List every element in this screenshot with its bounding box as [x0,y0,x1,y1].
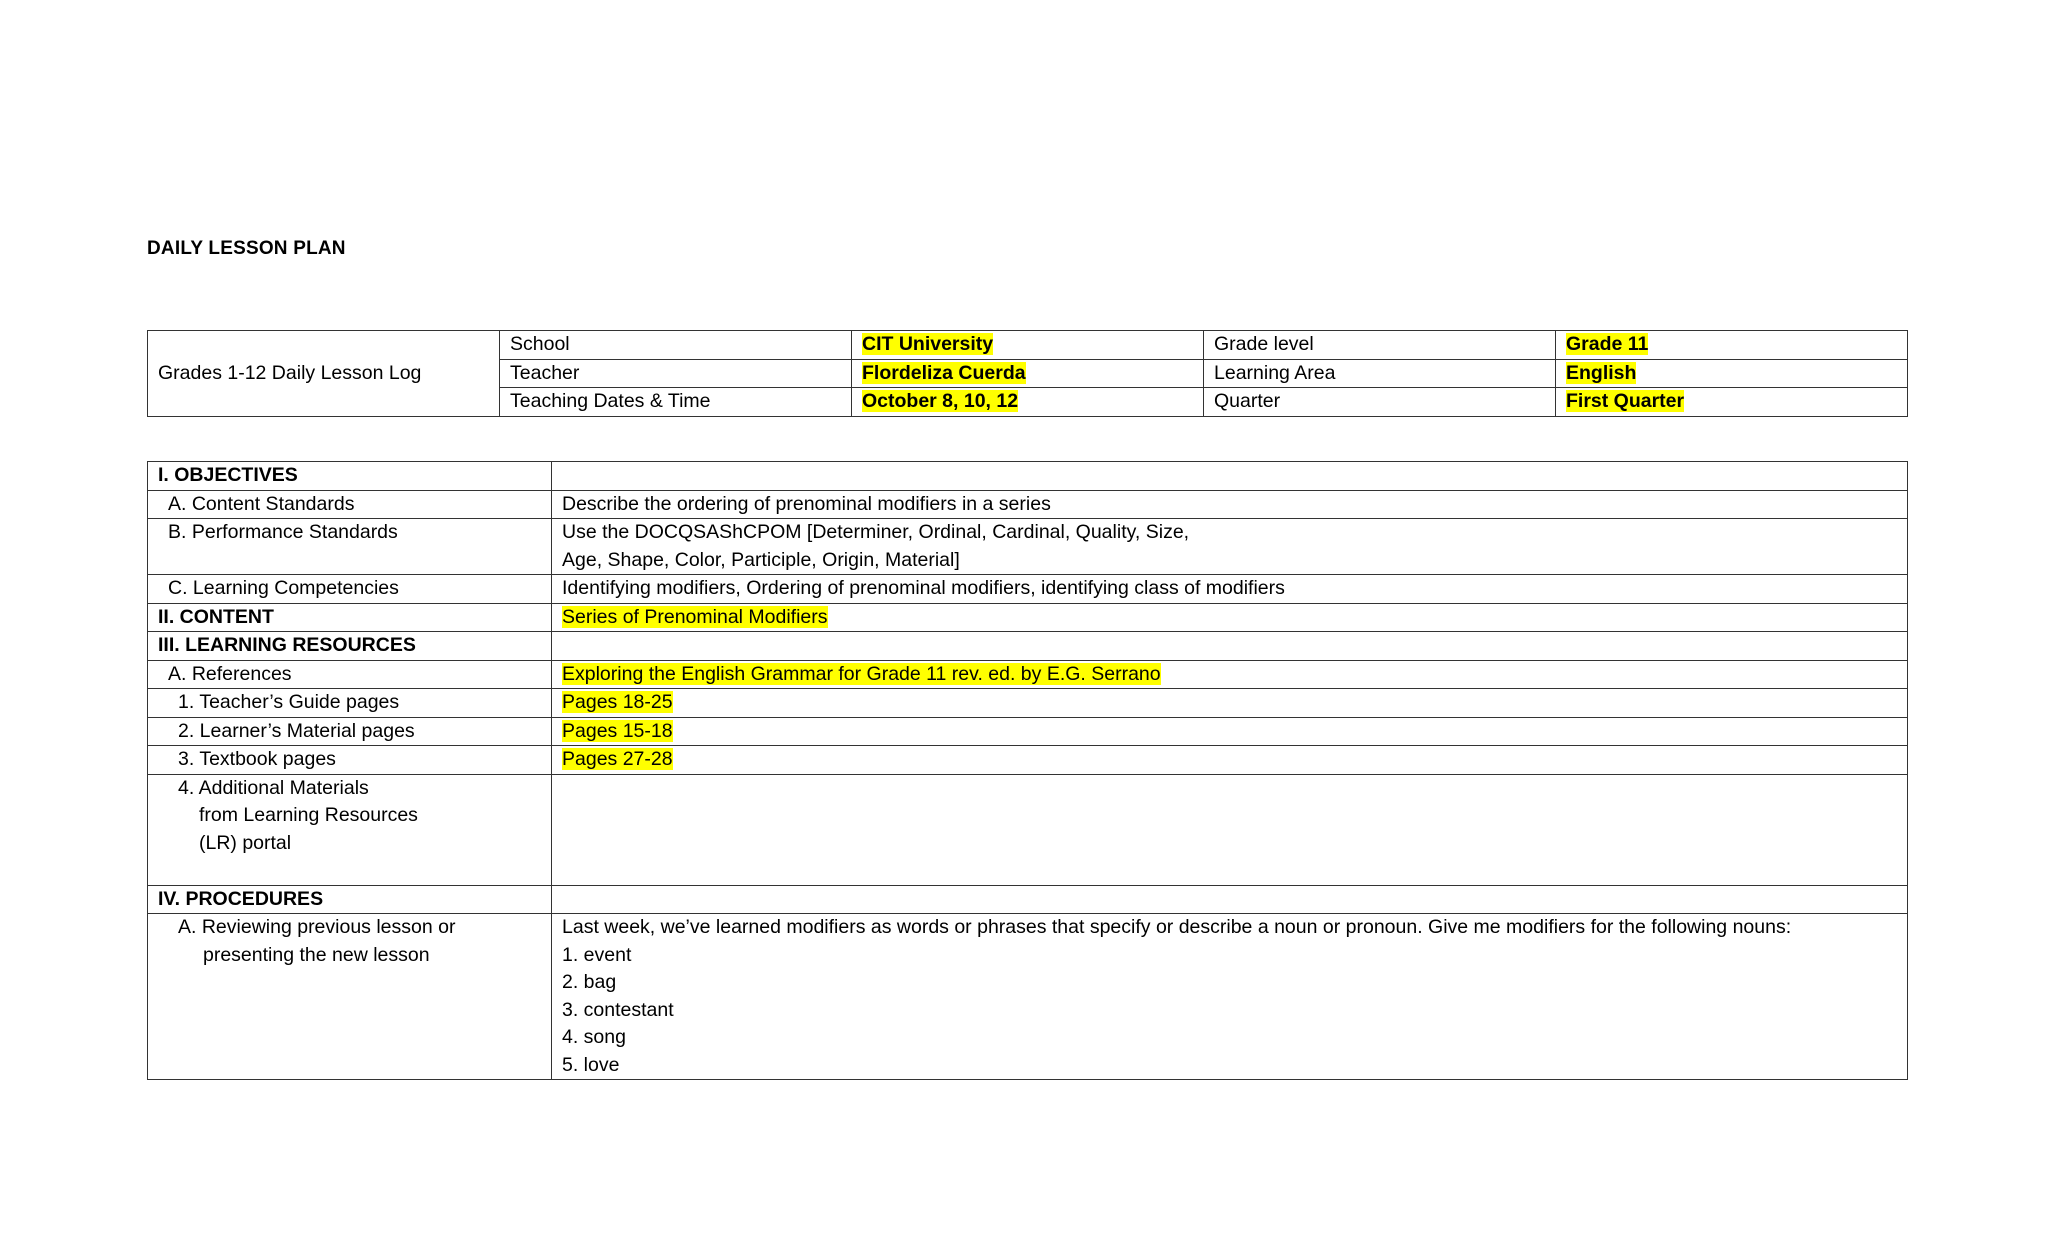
performance-standards-row [148,519,1908,575]
learning-area-value-cell [1556,359,1908,388]
page-title: DAILY LESSON PLAN [147,238,346,259]
content-standards-row [148,490,1908,519]
content-value-cell [552,603,1908,632]
teachers-guide-label: 1. Teacher’s Guide pages [148,689,552,718]
textbook-value: Pages 27-28 [562,748,673,770]
list-item: 2. bag [562,971,617,993]
grade-level-value-cell [1556,331,1908,360]
list-item: 4. song [562,1026,626,1048]
additional-materials-label [148,774,552,885]
procedures-heading-empty [552,885,1908,914]
header-row-school [148,331,1908,360]
references-label: A. References [148,660,552,689]
teaching-dates-label: Teaching Dates & Time [500,388,852,417]
lesson-plan-table [147,461,1908,1080]
review-intro: Last week, we’ve learned modifiers as words or phrases that specify or describe a noun or pronoun. Give me modifiers for the following nouns: [562,916,1792,938]
teacher-value: Flordeliza Cuerda [862,361,1026,384]
performance-standards-line-1: Use the DOCQSAShCPOM [Determiner, Ordinal, Cardinal, Quality, Size, [562,521,1190,543]
performance-standards-value [552,519,1908,575]
objectives-heading-empty [552,462,1908,491]
procedures-heading-row [148,885,1908,914]
review-lesson-label [148,914,552,1080]
learners-material-row [148,717,1908,746]
quarter-label: Quarter [1204,388,1556,417]
references-row [148,660,1908,689]
additional-materials-line-1: 4. Additional Materials [178,776,369,799]
learning-area-value: English [1566,361,1637,384]
school-value-cell [852,331,1204,360]
references-value: Exploring the English Grammar for Grade 11 rev. ed. by E.G. Serrano [562,662,1161,685]
performance-standards-line-2: Age, Shape, Color, Participle, Origin, Material] [562,548,960,571]
resources-heading-row [148,632,1908,661]
references-value-cell [552,660,1908,689]
lesson-log-label: Grades 1-12 Daily Lesson Log [148,331,500,417]
learners-material-value: Pages 15-18 [562,719,673,742]
review-lesson-label-line-2: presenting the new lesson [203,943,430,966]
school-label: School [500,331,852,360]
content-standards-value: Describe the ordering of prenominal modifiers in a series [552,490,1908,519]
teacher-label: Teacher [500,359,852,388]
learning-competencies-label: C. Learning Competencies [148,575,552,604]
content-heading: II. CONTENT [148,603,552,632]
list-item: 1. event [562,943,632,966]
review-lesson-row [148,914,1908,1080]
teaching-dates-value: October 8, 10, 12 [862,390,1019,412]
content-row [148,603,1908,632]
additional-materials-line-2: from Learning Resources [199,804,418,826]
performance-standards-label: B. Performance Standards [148,519,552,575]
teachers-guide-value-cell [552,689,1908,718]
teaching-dates-value-cell [852,388,1204,417]
teachers-guide-value: Pages 18-25 [562,691,673,713]
teacher-value-cell [852,359,1204,388]
content-value: Series of Prenominal Modifiers [562,605,828,628]
learning-area-label: Learning Area [1204,359,1556,388]
resources-heading-empty [552,632,1908,661]
quarter-value-cell [1556,388,1908,417]
quarter-value: First Quarter [1566,390,1685,412]
learners-material-label: 2. Learner’s Material pages [148,717,552,746]
review-lesson-value [552,914,1908,1080]
school-value: CIT University [862,333,994,355]
textbook-row [148,746,1908,775]
procedures-heading: IV. PROCEDURES [148,885,552,914]
additional-materials-value [552,774,1908,885]
learning-competencies-value: Identifying modifiers, Ordering of prenominal modifiers, identifying class of modifiers [552,575,1908,604]
grade-level-value: Grade 11 [1566,333,1649,355]
lesson-log-header-table [147,330,1908,417]
list-item: 3. contestant [562,998,674,1021]
content-standards-label: A. Content Standards [148,490,552,519]
review-lesson-label-line-1: A. Reviewing previous lesson or [178,916,456,938]
list-item: 5. love [562,1053,620,1076]
objectives-heading-row [148,462,1908,491]
grade-level-label: Grade level [1204,331,1556,360]
additional-materials-line-3: (LR) portal [199,831,292,854]
resources-heading: III. LEARNING RESOURCES [148,632,552,661]
teachers-guide-row [148,689,1908,718]
textbook-value-cell [552,746,1908,775]
additional-materials-row [148,774,1908,885]
learning-competencies-row [148,575,1908,604]
textbook-label: 3. Textbook pages [148,746,552,775]
learners-material-value-cell [552,717,1908,746]
objectives-heading: I. OBJECTIVES [148,462,552,491]
